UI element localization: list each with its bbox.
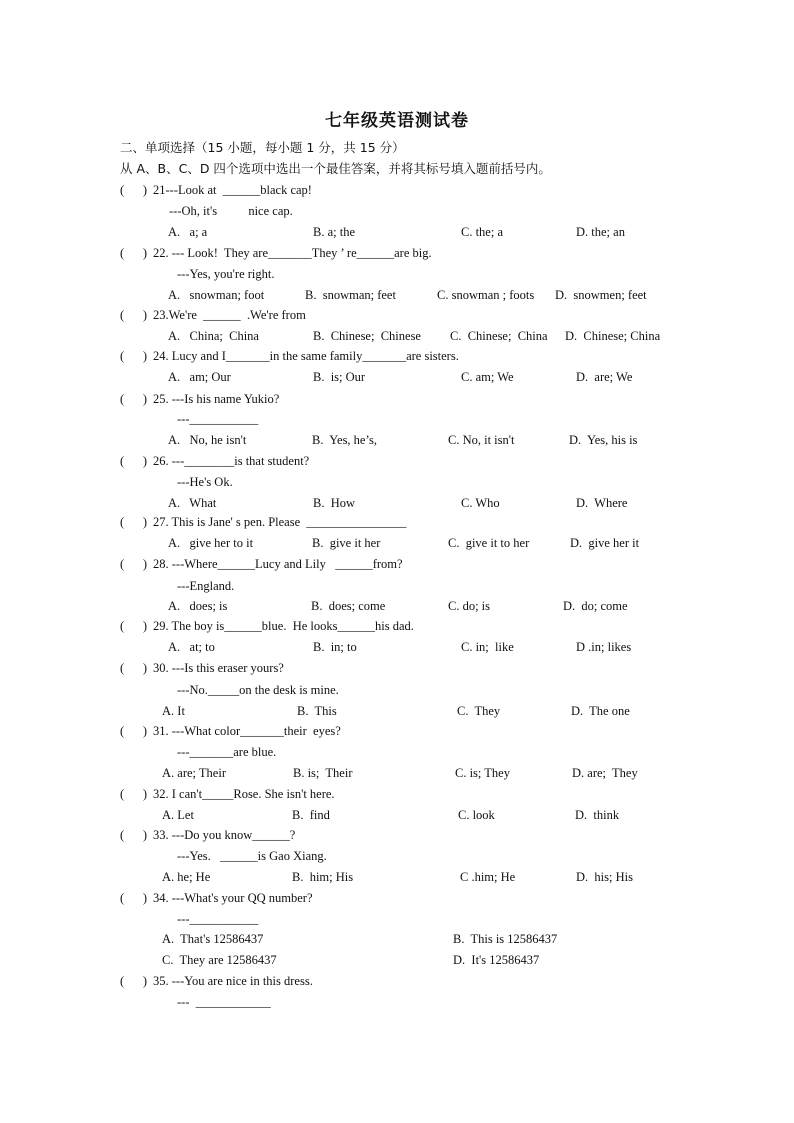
option-b: B. give it her xyxy=(312,536,381,550)
option-a: A. China; China xyxy=(168,329,259,343)
option-c: C. give it to her xyxy=(448,536,530,550)
answer-bracket[interactable]: ( ) xyxy=(120,557,148,571)
option-d: D. snowmen; feet xyxy=(555,288,647,302)
option-c: C. They are 12586437 xyxy=(162,953,277,967)
answer-bracket[interactable]: ( ) xyxy=(120,454,148,468)
dialogue-line: ---England. xyxy=(177,579,235,593)
option-b: B. This xyxy=(297,704,337,718)
question-text: 26. ---________is that student? xyxy=(153,454,310,468)
question-text: 22. --- Look! They are_______They ’ re______are big. xyxy=(153,246,432,260)
question-text: 30. ---Is this eraser yours? xyxy=(153,661,284,675)
option-b: B. is; Their xyxy=(293,766,353,780)
dialogue-line: ---No._____on the desk is mine. xyxy=(177,683,339,697)
answer-bracket[interactable]: ( ) xyxy=(120,183,148,197)
option-c: C .him; He xyxy=(460,870,516,884)
option-d: D. are; They xyxy=(572,766,638,780)
answer-bracket[interactable]: ( ) xyxy=(120,724,148,738)
option-b: B. in; to xyxy=(313,640,357,654)
option-c: C. look xyxy=(458,808,495,822)
dialogue-line: ---___________ xyxy=(177,412,259,426)
option-a: A. No, he isn't xyxy=(168,433,247,447)
question-text: 25. ---Is his name Yukio? xyxy=(153,392,280,406)
dialogue-line: ---___________ xyxy=(177,912,259,926)
option-b: B. How xyxy=(313,496,356,510)
option-d: D. the; an xyxy=(576,225,625,239)
answer-bracket[interactable]: ( ) xyxy=(120,308,148,322)
option-c: C. No, it isn't xyxy=(448,433,515,447)
option-d: D. his; His xyxy=(576,870,633,884)
question-text: 24. Lucy and I_______in the same family_______are sisters. xyxy=(153,349,459,363)
answer-bracket[interactable]: ( ) xyxy=(120,619,148,633)
question-text: 33. ---Do you know______? xyxy=(153,828,296,842)
option-d: D. Where xyxy=(576,496,628,510)
option-a: A. he; He xyxy=(162,870,211,884)
option-d: D. are; We xyxy=(576,370,633,384)
option-a: A. a; a xyxy=(168,225,208,239)
option-c: C. am; We xyxy=(461,370,514,384)
dialogue-line: ---He's Ok. xyxy=(177,475,233,489)
option-c: C. in; like xyxy=(461,640,514,654)
option-b: B. find xyxy=(292,808,330,822)
option-c: C. do; is xyxy=(448,599,491,613)
question-text: 31. ---What color_______their eyes? xyxy=(153,724,341,738)
option-a: A. give her to it xyxy=(168,536,254,550)
option-b: B. Yes, he’s, xyxy=(312,433,377,447)
page-title: 七年级英语测试卷 xyxy=(325,111,469,131)
answer-bracket[interactable]: ( ) xyxy=(120,891,148,905)
option-a: A. snowman; foot xyxy=(168,288,265,302)
dialogue-line: ---Yes, you're right. xyxy=(177,267,275,281)
option-d: D .in; likes xyxy=(576,640,632,654)
option-a: A. That's 12586437 xyxy=(162,932,264,946)
option-b: B. does; come xyxy=(311,599,386,613)
option-b: B. Chinese; Chinese xyxy=(313,329,421,343)
option-c: C. Who xyxy=(461,496,500,510)
option-d: D. It's 12586437 xyxy=(453,953,540,967)
option-a: A. are; Their xyxy=(162,766,226,780)
answer-bracket[interactable]: ( ) xyxy=(120,392,148,406)
question-text: 34. ---What's your QQ number? xyxy=(153,891,313,905)
option-c: C. They xyxy=(457,704,501,718)
question-text: 23.We're ______ .We're from xyxy=(153,308,306,322)
option-d: D. think xyxy=(575,808,620,822)
dialogue-line: ---Yes. ______is Gao Xiang. xyxy=(177,849,327,863)
option-c: C. is; They xyxy=(455,766,510,780)
answer-bracket[interactable]: ( ) xyxy=(120,974,148,988)
option-a: A. at; to xyxy=(168,640,215,654)
option-b: B. him; His xyxy=(292,870,354,884)
option-b: B. a; the xyxy=(313,225,356,239)
answer-bracket[interactable]: ( ) xyxy=(120,246,148,260)
question-text: 21---Look at ______black cap! xyxy=(153,183,312,197)
option-c: C. Chinese; China xyxy=(450,329,548,343)
option-b: B. This is 12586437 xyxy=(453,932,558,946)
question-text: 27. This is Jane' s pen. Please ________________ xyxy=(153,515,407,529)
option-d: D. Yes, his is xyxy=(569,433,638,447)
option-d: D. The one xyxy=(571,704,630,718)
option-b: B. snowman; feet xyxy=(305,288,396,302)
answer-bracket[interactable]: ( ) xyxy=(120,349,148,363)
option-c: C. snowman ; foots xyxy=(437,288,535,302)
answer-bracket[interactable]: ( ) xyxy=(120,828,148,842)
answer-bracket[interactable]: ( ) xyxy=(120,661,148,675)
dialogue-line: ---_______are blue. xyxy=(177,745,277,759)
section-heading: 二、单项选择（15 小题，每小题 1 分，共 15 分） xyxy=(120,140,405,155)
option-d: D. Chinese; China xyxy=(565,329,661,343)
question-text: 35. ---You are nice in this dress. xyxy=(153,974,313,988)
option-a: A. Let xyxy=(162,808,194,822)
option-d: D. do; come xyxy=(563,599,628,613)
option-a: A. It xyxy=(162,704,185,718)
option-a: A. does; is xyxy=(168,599,228,613)
option-d: D. give her it xyxy=(570,536,640,550)
question-text: 28. ---Where______Lucy and Lily ______from? xyxy=(153,557,403,571)
question-text: 32. I can't_____Rose. She isn't here. xyxy=(153,787,335,801)
option-b: B. is; Our xyxy=(313,370,366,384)
instruction: 从 A、B、C、D 四个选项中选出一个最佳答案，并将其标号填入题前括号内。 xyxy=(120,161,551,176)
dialogue-line: ---Oh, it's nice cap. xyxy=(169,204,293,218)
option-c: C. the; a xyxy=(461,225,504,239)
answer-bracket[interactable]: ( ) xyxy=(120,787,148,801)
question-text: 29. The boy is______blue. He looks______his dad. xyxy=(153,619,414,633)
dialogue-line: --- ____________ xyxy=(177,995,271,1009)
answer-bracket[interactable]: ( ) xyxy=(120,515,148,529)
option-a: A. What xyxy=(168,496,217,510)
option-a: A. am; Our xyxy=(168,370,231,384)
